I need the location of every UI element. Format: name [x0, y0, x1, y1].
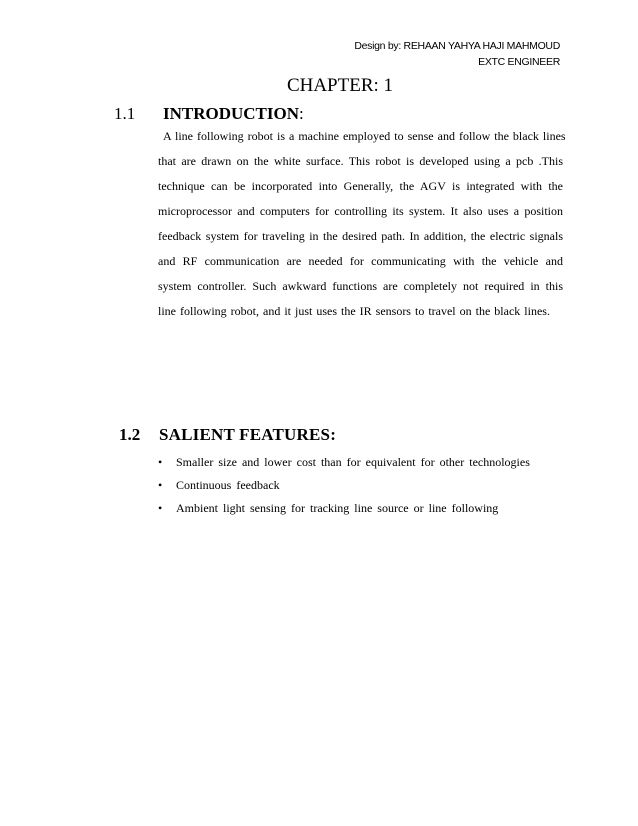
- intro-paragraph-line: system controller. Such awkward functions are completely not required in this: [158, 279, 563, 293]
- intro-paragraph-line: feedback system for traveling in the desired path. In addition, the electric signals: [158, 229, 563, 243]
- bullet-icon: •: [158, 455, 163, 469]
- bullet-icon: •: [158, 501, 163, 515]
- chapter-title: CHAPTER: 1: [286, 75, 394, 96]
- intro-paragraph-line: A line following robot is a machine employed to sense and follow the black lines: [163, 129, 566, 143]
- feature-text: Smaller size and lower cost than for equivalent for other technologies: [176, 455, 530, 469]
- bullet-icon: •: [158, 478, 163, 492]
- section-title-intro: INTRODUCTION: [163, 104, 300, 123]
- intro-paragraph-line: and RF communication are needed for communicating with the vehicle and: [158, 254, 563, 268]
- intro-paragraph-line: technique can be incorporated into Generally, the AGV is integrated with the: [158, 179, 563, 193]
- section-title-features: SALIENT FEATURES:: [159, 425, 337, 444]
- feature-text: Continuous feedback: [176, 478, 280, 492]
- intro-paragraph-line: microprocessor and computers for controlling its system. It also uses a position: [158, 204, 563, 218]
- feature-text: Ambient light sensing for tracking line source or line following: [176, 501, 499, 515]
- intro-paragraph-line: line following robot, and it just uses the IR sensors to travel on the black lines.: [158, 304, 550, 318]
- section-heading-intro: [163, 104, 304, 124]
- intro-paragraph-line: that are drawn on the white surface. This robot is developed using a pcb .This: [158, 154, 563, 168]
- header-designer-line: Design by: REHAAN YAHYA HAJI MAHMOUD: [354, 40, 560, 52]
- header-role-line: EXTC ENGINEER: [478, 56, 560, 68]
- section-number-features: 1.2: [119, 425, 141, 444]
- section-title-intro-suffix: :: [299, 104, 304, 123]
- section-number-intro: 1.1: [114, 104, 136, 123]
